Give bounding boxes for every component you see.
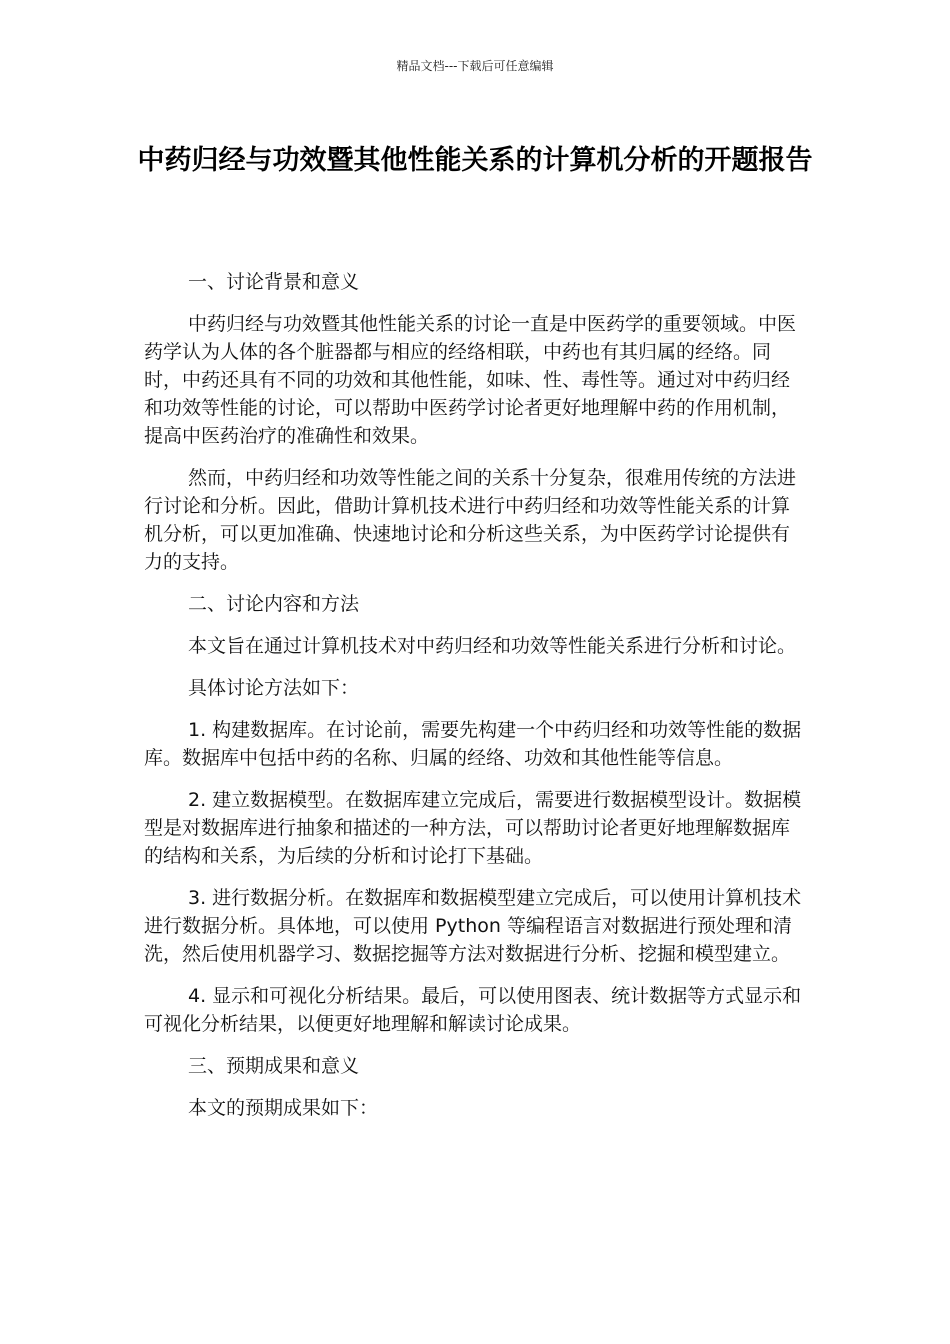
header-note: 精品文档---下载后可任意编辑 xyxy=(396,59,554,73)
document-title: 中药归经与功效暨其他性能关系的计算机分析的开题报告 xyxy=(137,145,813,176)
paragraph-methods-lead: 具体讨论方法如下： xyxy=(188,677,360,699)
section-heading-background: 一、讨论背景和意义 xyxy=(188,271,360,293)
paragraph-background-1: 中药归经与功效暨其他性能关系的讨论一直是中医药学的重要领域。中医药学认为人体的各个脏器都与相应的经络相联，中药也有其归属的经络。同时，中药还具有不同的功效和其他性能，如味、性、毒性等。通过对中药归经和功效等性能的讨论，可以帮助中医药学讨论者更好地理解中药的作用机制，提高中医药治疗的准确性和效果。 xyxy=(144,313,797,447)
method-item-4: 4. 显示和可视化分析结果。最后，可以使用图表、统计数据等方式显示和可视化分析结果，以便更好地理解和解读讨论成果。 xyxy=(144,985,802,1035)
document-body xyxy=(144,268,808,1136)
paragraph-outcomes-lead: 本文的预期成果如下： xyxy=(188,1097,379,1119)
paragraph-background-2: 然而，中药归经和功效等性能之间的关系十分复杂，很难用传统的方法进行讨论和分析。因此，借助计算机技术进行中药归经和功效等性能关系的计算机分析，可以更加准确、快速地讨论和分析这些关系，为中医药学讨论提供有力的支持。 xyxy=(144,467,797,573)
method-item-2: 2. 建立数据模型。在数据库建立完成后，需要进行数据模型设计。数据模型是对数据库进行抽象和描述的一种方法，可以帮助讨论者更好地理解数据库的结构和关系，为后续的分析和讨论打下基础。 xyxy=(144,789,802,867)
method-item-3: 3. 进行数据分析。在数据库和数据模型建立完成后，可以使用计算机技术进行数据分析。具体地，可以使用 Python 等编程语言对数据进行预处理和清洗，然后使用机器学习、数据挖掘等方法对数据进行分析、挖掘和模型建立。 xyxy=(144,887,802,965)
paragraph-methods-intro: 本文旨在通过计算机技术对中药归经和功效等性能关系进行分析和讨论。 xyxy=(188,635,797,657)
method-item-1: 1. 构建数据库。在讨论前，需要先构建一个中药归经和功效等性能的数据库。数据库中包括中药的名称、归属的经络、功效和其他性能等信息。 xyxy=(144,719,802,769)
section-heading-outcomes: 三、预期成果和意义 xyxy=(188,1055,360,1077)
section-heading-methods: 二、讨论内容和方法 xyxy=(188,593,360,615)
